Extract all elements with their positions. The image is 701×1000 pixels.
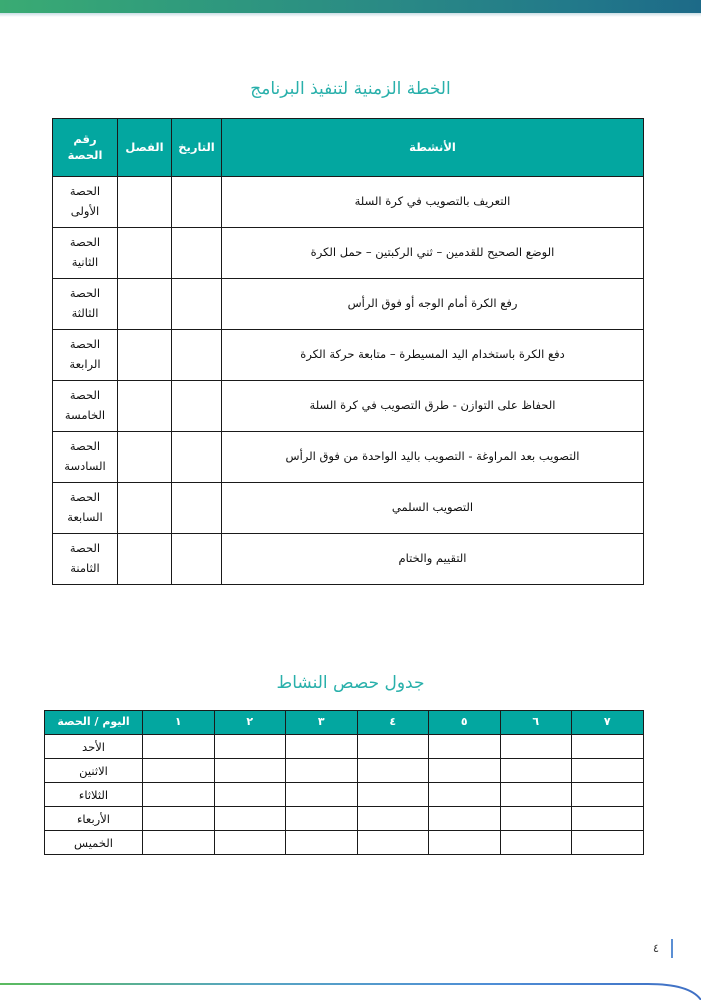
table-row — [45, 783, 644, 807]
schedule-cell-period[interactable] — [500, 831, 572, 855]
plan-cell-date[interactable] — [172, 381, 222, 432]
plan-table-body — [53, 177, 644, 585]
schedule-header-period-2: ٢ — [214, 711, 286, 735]
plan-cell-class[interactable] — [118, 381, 172, 432]
activity-schedule-table — [44, 710, 644, 855]
plan-header-session-number-line1: رقم — [73, 131, 97, 146]
schedule-cell-period[interactable] — [572, 807, 644, 831]
plan-cell-session — [53, 432, 118, 483]
plan-cell-activity: التقييم والختام — [222, 534, 644, 585]
plan-cell-session — [53, 330, 118, 381]
schedule-cell-period[interactable] — [500, 759, 572, 783]
schedule-header-day-session: اليوم / الحصة — [45, 711, 143, 735]
schedule-cell-day: الأربعاء — [45, 807, 143, 831]
plan-cell-session — [53, 483, 118, 534]
plan-header-activity: الأنشطة — [222, 119, 644, 177]
plan-cell-activity: رفع الكرة أمام الوجه أو فوق الرأس — [222, 279, 644, 330]
table-row — [45, 759, 644, 783]
schedule-cell-period[interactable] — [214, 807, 286, 831]
plan-cell-session-line1: الحصة — [69, 337, 101, 352]
schedule-table-head — [45, 711, 644, 735]
plan-cell-session — [53, 177, 118, 228]
plan-cell-class[interactable] — [118, 177, 172, 228]
plan-cell-session — [53, 534, 118, 585]
plan-cell-date[interactable] — [172, 228, 222, 279]
page-footer — [0, 938, 701, 960]
table-row — [53, 177, 644, 228]
plan-cell-session-line1: الحصة — [69, 184, 101, 199]
plan-cell-date[interactable] — [172, 279, 222, 330]
plan-cell-session-line1: الحصة — [69, 388, 101, 403]
plan-cell-session-line2: الثامنة — [70, 561, 100, 575]
schedule-cell-period[interactable] — [214, 831, 286, 855]
schedule-cell-period[interactable] — [214, 735, 286, 759]
footer-divider-rule — [671, 939, 673, 958]
plan-cell-date[interactable] — [172, 330, 222, 381]
table-row — [45, 807, 644, 831]
plan-cell-session-line1: الحصة — [69, 286, 101, 301]
table-row — [45, 831, 644, 855]
schedule-cell-period[interactable] — [429, 807, 501, 831]
plan-header-session-number-line2: الحصة — [67, 147, 103, 162]
table-row — [53, 432, 644, 483]
plan-cell-class[interactable] — [118, 483, 172, 534]
schedule-cell-period[interactable] — [357, 831, 429, 855]
plan-cell-class[interactable] — [118, 432, 172, 483]
plan-cell-activity: التعريف بالتصويب في كرة السلة — [222, 177, 644, 228]
schedule-header-period-7: ٧ — [572, 711, 644, 735]
schedule-header-period-4: ٤ — [357, 711, 429, 735]
plan-cell-class[interactable] — [118, 279, 172, 330]
schedule-cell-period[interactable] — [286, 759, 358, 783]
plan-cell-date[interactable] — [172, 534, 222, 585]
plan-cell-class[interactable] — [118, 534, 172, 585]
schedule-cell-period[interactable] — [500, 735, 572, 759]
schedule-cell-day: الثلاثاء — [45, 783, 143, 807]
plan-cell-class[interactable] — [118, 228, 172, 279]
plan-cell-activity: دفع الكرة باستخدام اليد المسيطرة – متابعة حركة الكرة — [222, 330, 644, 381]
page-number: ٤ — [652, 941, 659, 955]
schedule-cell-period[interactable] — [357, 735, 429, 759]
plan-table-head — [53, 119, 644, 177]
schedule-cell-period[interactable] — [357, 807, 429, 831]
plan-cell-session-line2: الثانية — [71, 255, 99, 269]
schedule-section-title: جدول حصص النشاط — [276, 673, 425, 693]
schedule-cell-period[interactable] — [429, 783, 501, 807]
plan-cell-session-line2: السابعة — [67, 510, 103, 524]
schedule-header-period-3: ٣ — [286, 711, 358, 735]
table-row — [53, 228, 644, 279]
schedule-cell-period[interactable] — [143, 759, 215, 783]
table-row — [53, 279, 644, 330]
schedule-cell-period[interactable] — [286, 831, 358, 855]
table-row — [53, 381, 644, 432]
plan-cell-activity: التصويب بعد المراوغة - التصويب باليد الواحدة من فوق الرأس — [222, 432, 644, 483]
plan-cell-session-line1: الحصة — [69, 439, 101, 454]
schedule-cell-period[interactable] — [214, 783, 286, 807]
plan-header-row — [53, 119, 644, 177]
schedule-header-row — [45, 711, 644, 735]
schedule-cell-period[interactable] — [572, 759, 644, 783]
schedule-cell-period[interactable] — [357, 783, 429, 807]
schedule-header-period-6: ٦ — [500, 711, 572, 735]
schedule-header-period-1: ١ — [143, 711, 215, 735]
schedule-cell-period[interactable] — [500, 783, 572, 807]
schedule-header-period-5: ٥ — [429, 711, 501, 735]
schedule-cell-period[interactable] — [429, 735, 501, 759]
plan-cell-session — [53, 279, 118, 330]
schedule-cell-period[interactable] — [357, 759, 429, 783]
plan-cell-date[interactable] — [172, 483, 222, 534]
table-row — [45, 735, 644, 759]
schedule-cell-period[interactable] — [143, 807, 215, 831]
schedule-cell-period[interactable] — [143, 735, 215, 759]
plan-cell-activity: الوضع الصحيح للقدمين – ثني الركبتين – حمل الكرة — [222, 228, 644, 279]
plan-cell-session-line1: الحصة — [69, 490, 101, 505]
schedule-cell-period[interactable] — [572, 783, 644, 807]
schedule-cell-period[interactable] — [572, 831, 644, 855]
schedule-cell-day: الاثنين — [45, 759, 143, 783]
plan-cell-session — [53, 381, 118, 432]
schedule-cell-period[interactable] — [286, 807, 358, 831]
table-row — [53, 330, 644, 381]
schedule-cell-period[interactable] — [214, 759, 286, 783]
plan-cell-activity: التصويب السلمي — [222, 483, 644, 534]
schedule-cell-day: الأحد — [45, 735, 143, 759]
plan-header-class: الفصل — [118, 119, 172, 177]
table-row — [53, 534, 644, 585]
plan-cell-class[interactable] — [118, 330, 172, 381]
schedule-cell-period[interactable] — [286, 735, 358, 759]
plan-cell-date[interactable] — [172, 177, 222, 228]
schedule-cell-period[interactable] — [500, 807, 572, 831]
plan-cell-date[interactable] — [172, 432, 222, 483]
schedule-cell-day: الخميس — [45, 831, 143, 855]
schedule-cell-period[interactable] — [572, 735, 644, 759]
plan-cell-session-line2: الأولى — [70, 204, 100, 218]
table-row — [53, 483, 644, 534]
plan-cell-session-line2: الرابعة — [69, 357, 101, 371]
plan-header-date: التاريخ — [172, 119, 222, 177]
plan-cell-session-line1: الحصة — [69, 235, 101, 250]
plan-cell-session — [53, 228, 118, 279]
bottom-decorative-line — [0, 977, 701, 1000]
plan-cell-session-line1: الحصة — [69, 541, 101, 556]
plan-header-session-number — [53, 119, 118, 177]
plan-cell-session-line2: السادسة — [64, 459, 106, 473]
schedule-cell-period[interactable] — [429, 831, 501, 855]
schedule-cell-period[interactable] — [143, 831, 215, 855]
schedule-table-body — [45, 735, 644, 855]
plan-cell-activity: الحفاظ على التوازن - طرق التصويب في كرة السلة — [222, 381, 644, 432]
plan-cell-session-line2: الخامسة — [64, 408, 106, 422]
schedule-cell-period[interactable] — [286, 783, 358, 807]
plan-section-title: الخطة الزمنية لتنفيذ البرنامج — [250, 79, 451, 99]
schedule-cell-period[interactable] — [429, 759, 501, 783]
plan-cell-session-line2: الثالثة — [71, 306, 99, 320]
program-timeline-table — [52, 118, 644, 585]
schedule-cell-period[interactable] — [143, 783, 215, 807]
